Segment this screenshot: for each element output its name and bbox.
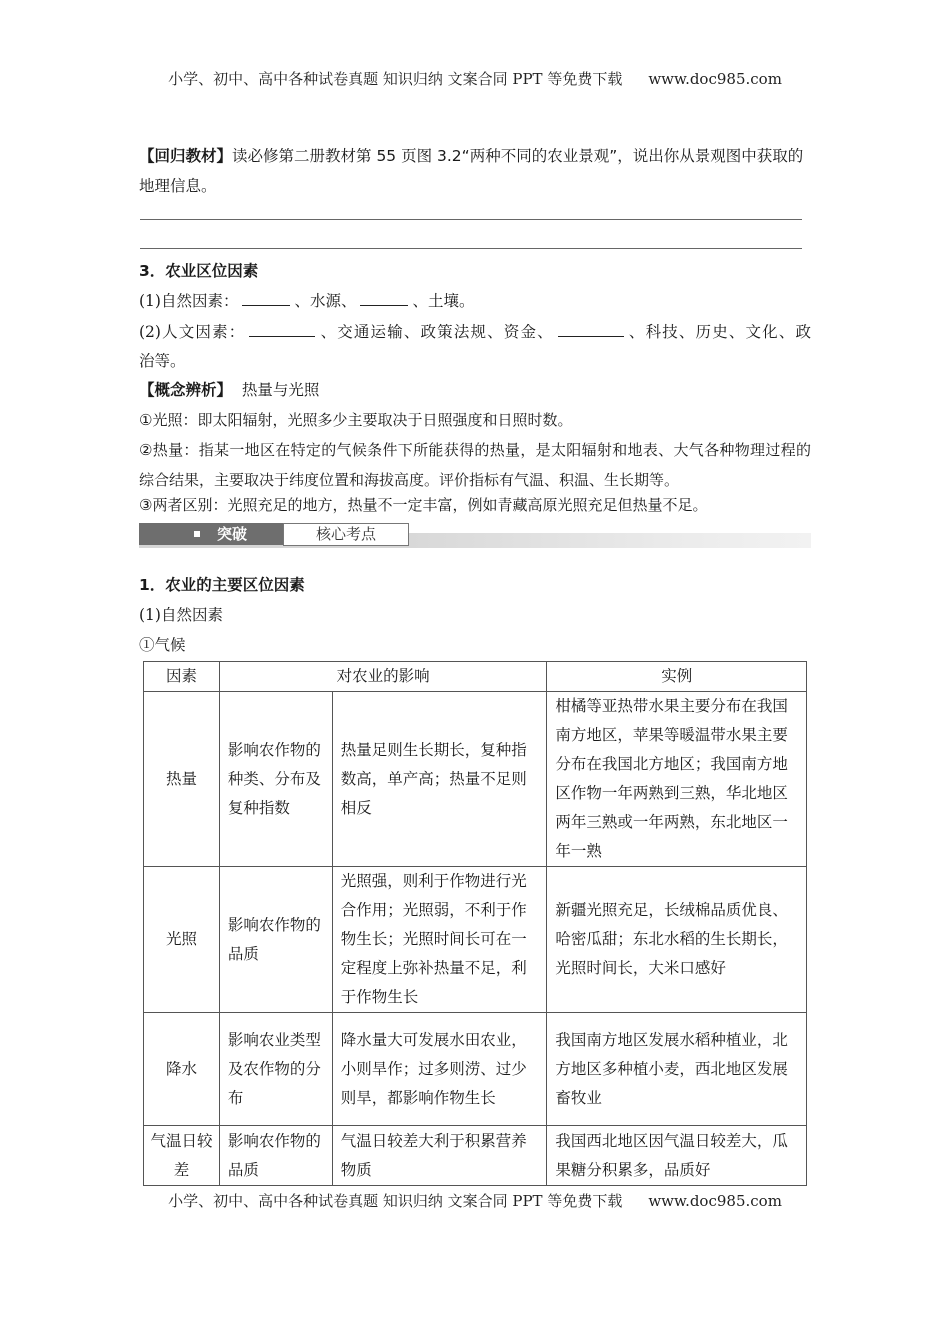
header-banner-text: 小学、初中、高中各种试卷真题 知识归纳 文案合同 PPT 等免费下载 xyxy=(168,70,623,88)
footer-banner-text: 小学、初中、高中各种试卷真题 知识归纳 文案合同 PPT 等免费下载 xyxy=(168,1192,623,1210)
header-banner-url[interactable]: www.doc985.com xyxy=(648,70,782,88)
table-row xyxy=(144,867,807,1013)
answer-line-1[interactable] xyxy=(140,219,802,220)
natural-prefix: (1)自然因素： xyxy=(139,292,239,310)
concept-item-2: ②热量：指某一地区在特定的气候条件下所能获得的热量，是太阳辐射和地表、大气各种物理过程的综合结果，主要取决于纬度位置和海拔高度。评价指标有气温、积温、生长期等。 xyxy=(139,441,811,489)
cell-factor: 降水 xyxy=(144,1013,220,1126)
table-row xyxy=(144,1013,807,1126)
cell-factor: 气温日较差 xyxy=(144,1126,220,1186)
answer-line-2[interactable] xyxy=(140,248,802,249)
concept-heading xyxy=(139,375,811,405)
textbook-return-paragraph xyxy=(139,141,811,201)
human-mid: 、交通运输、政策法规、资金、 xyxy=(319,323,554,341)
header-effect: 对农业的影响 xyxy=(219,662,547,692)
human-suffix-2: 治等。 xyxy=(139,352,186,370)
cell-detail: 热量足则生长期长，复种指数高，单产高；热量不足则相反 xyxy=(332,692,547,867)
table-row xyxy=(144,1126,807,1186)
cell-factor: 热量 xyxy=(144,692,220,867)
climate-factor-table xyxy=(143,661,807,1186)
human-factors-line-2 xyxy=(139,346,811,376)
section1-title xyxy=(139,570,811,600)
cell-detail: 降水量大可发展水田农业，小则旱作；过多则涝、过少则旱，都影响作物生长 xyxy=(332,1013,547,1126)
cell-example: 我国西北地区因气温日较差大，瓜果糖分积累多，品质好 xyxy=(547,1126,807,1186)
cell-effect: 影响农作物的品质 xyxy=(219,867,332,1013)
cell-detail: 气温日较差大利于积累营养物质 xyxy=(332,1126,547,1186)
cell-detail: 光照强，则利于作物进行光合作用；光照弱，不利于作物生长；光照时间长可在一定程度上弥补热量不足，利于作物生长 xyxy=(332,867,547,1013)
footer-banner xyxy=(0,1190,950,1211)
section1-sub1: (1)自然因素 xyxy=(139,606,223,624)
concept-item-1: ①光照：即太阳辐射，光照多少主要取决于日照强度和日照时数。 xyxy=(139,411,573,429)
band-core-points: 核心考点 xyxy=(283,523,409,546)
section-band xyxy=(139,520,811,550)
table-header-row xyxy=(144,662,807,692)
cell-example: 新疆光照充足，长绒棉品质优良、哈密瓜甜；东北水稻的生长期长，光照时间长，大米口感好 xyxy=(547,867,807,1013)
natural-sep: 、水源、 xyxy=(294,292,357,310)
header-example: 实例 xyxy=(547,662,807,692)
band-gradient-strip xyxy=(409,533,811,548)
human-suffix-1: 、科技、历史、文化、政 xyxy=(627,323,811,341)
textbook-return-tag: 【回归教材】 xyxy=(139,147,233,165)
band-breakthrough xyxy=(139,523,283,545)
cell-effect: 影响农作物的种类、分布及复种指数 xyxy=(219,692,332,867)
blank-human-1[interactable] xyxy=(249,319,315,337)
section3-title-text: 3．农业区位因素 xyxy=(139,262,259,280)
natural-factors-line xyxy=(139,286,811,316)
concept-title: 热量与光照 xyxy=(241,381,320,399)
cell-factor: 光照 xyxy=(144,867,220,1013)
header-banner xyxy=(0,68,950,89)
human-prefix: (2)人文因素： xyxy=(139,323,246,341)
concept-tag: 【概念辨析】 xyxy=(139,381,233,399)
concept-item-3: ③两者区别：光照充足的地方，热量不一定丰富，例如青藏高原光照充足但热量不足。 xyxy=(139,496,708,514)
section1-sub2: ①气候 xyxy=(139,636,186,654)
footer-banner-url[interactable]: www.doc985.com xyxy=(648,1192,782,1210)
human-factors-line xyxy=(139,317,811,347)
blank-natural-2[interactable] xyxy=(360,288,408,306)
cell-effect: 影响农作物的品质 xyxy=(219,1126,332,1186)
blank-human-2[interactable] xyxy=(558,319,624,337)
square-bullet-icon xyxy=(194,531,200,537)
header-factor: 因素 xyxy=(144,662,220,692)
cell-effect: 影响农业类型及农作物的分布 xyxy=(219,1013,332,1126)
table-row xyxy=(144,692,807,867)
band-left-label: 突破 xyxy=(217,525,248,543)
cell-example: 我国南方地区发展水稻种植业，北方地区多种植小麦，西北地区发展畜牧业 xyxy=(547,1013,807,1126)
textbook-return-text: 读必修第二册教材第 55 页图 3.2“两种不同的农业景观”，说出你从景观图中获取的地理信息。 xyxy=(139,147,804,195)
natural-suffix: 、土壤。 xyxy=(412,292,475,310)
cell-example: 柑橘等亚热带水果主要分布在我国南方地区，苹果等暖温带水果主要分布在我国北方地区；我国南方地区作物一年两熟到三熟，华北地区两年三熟或一年两熟，东北地区一年一熟 xyxy=(547,692,807,867)
blank-natural-1[interactable] xyxy=(242,288,290,306)
section3-title xyxy=(139,256,811,286)
section1-title-text: 1．农业的主要区位因素 xyxy=(139,576,305,594)
